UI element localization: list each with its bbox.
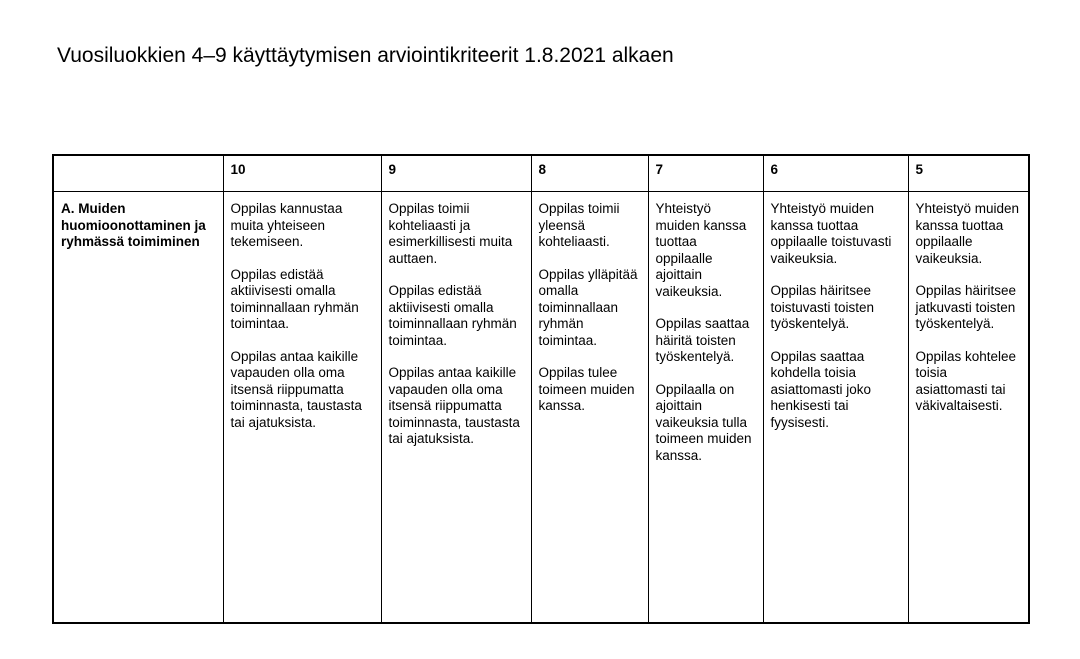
criteria-paragraph: Oppilas ylläpitää omalla toiminnallaan ryhmän toimintaa. [538, 266, 638, 348]
criteria-paragraph: Yhteistyö muiden kanssa tuottaa oppilaalle vaikeuksia. [915, 201, 1020, 266]
criteria-cell-grade-9 [381, 192, 531, 624]
table-row [53, 192, 1029, 624]
criteria-paragraph: Oppilas toimii kohteliaasti ja esimerkillisesti muita auttaen. [388, 201, 513, 266]
header-cell-grade-7: 7 [648, 155, 763, 192]
header-cell-grade-10: 10 [223, 155, 381, 192]
row-header-section-a: A. Muiden huomioonottaminen ja ryhmässä toimiminen [53, 192, 223, 624]
header-cell-grade-9: 9 [381, 155, 531, 192]
criteria-cell-grade-5 [908, 192, 1029, 624]
criteria-paragraph: Oppilaalla on ajoittain vaikeuksia tulla toimeen muiden kanssa. [655, 381, 752, 463]
header-cell-empty [53, 155, 223, 192]
criteria-paragraph: Oppilas kohtelee toisia asiattomasti tai väkivaltaisesti. [915, 348, 1017, 413]
table-header-row [53, 155, 1029, 192]
criteria-paragraph: Oppilas antaa kaikille vapauden olla oma itsensä riippumatta toiminnasta, taustasta tai ajatuksista. [230, 348, 362, 430]
header-cell-grade-8: 8 [531, 155, 648, 192]
criteria-cell-grade-7 [648, 192, 763, 624]
criteria-paragraph: Oppilas tulee toimeen muiden kanssa. [538, 365, 635, 413]
criteria-cell-grade-10 [223, 192, 381, 624]
behavior-criteria-table [52, 154, 1030, 624]
header-cell-grade-6: 6 [763, 155, 908, 192]
header-cell-grade-5: 5 [908, 155, 1029, 192]
criteria-cell-grade-8 [531, 192, 648, 624]
criteria-paragraph: Oppilas kannustaa muita yhteiseen tekemiseen. [230, 201, 343, 249]
criteria-paragraph: Yhteistyö muiden kanssa tuottaa oppilaalle toistuvasti vaikeuksia. [770, 201, 892, 266]
criteria-cell-grade-6 [763, 192, 908, 624]
criteria-paragraph: Oppilas toimii yleensä kohteliaasti. [538, 201, 620, 249]
criteria-paragraph: Oppilas edistää aktiivisesti omalla toiminnallaan ryhmän toimintaa. [388, 283, 517, 348]
page-title: Vuosiluokkien 4–9 käyttäytymisen arviointikriteerit 1.8.2021 alkaen [57, 44, 674, 67]
criteria-paragraph: Oppilas häiritsee toistuvasti toisten työskentelyä. [770, 283, 875, 331]
criteria-paragraph: Oppilas edistää aktiivisesti omalla toiminnallaan ryhmän toimintaa. [230, 266, 359, 331]
criteria-paragraph: Oppilas saattaa häiritä toisten työskentelyä. [655, 316, 750, 364]
criteria-paragraph: Oppilas häiritsee jatkuvasti toisten työskentelyä. [915, 283, 1017, 331]
criteria-paragraph: Oppilas saattaa kohdella toisia asiattomasti joko henkisesti tai fyysisesti. [770, 348, 872, 430]
criteria-paragraph: Oppilas antaa kaikille vapauden olla oma itsensä riippumatta toiminnasta, taustasta tai ajatuksista. [388, 365, 520, 446]
criteria-paragraph: Yhteistyö muiden kanssa tuottaa oppilaalle ajoittain vaikeuksia. [655, 201, 747, 299]
